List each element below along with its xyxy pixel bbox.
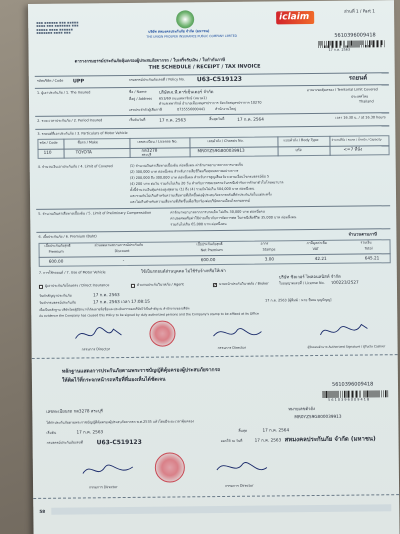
use-value: ใช้เป็นรถยนต์ส่วนบุคคล ไม่ใช้รับจ้างหรือให้เช่า: [140, 267, 226, 274]
license-label: ใบอนุญาตเลขที่ / License No.: [278, 280, 325, 286]
barcode: [318, 40, 384, 48]
tax-id: 0735556000441: [177, 107, 206, 112]
certificate-issued-label: ออกให้ ณ วันที่: [220, 438, 243, 444]
header-date: 17 ก.ค. 2563: [328, 47, 351, 52]
period-to: 17 ก.ค. 2564: [237, 116, 264, 122]
code-label: รหัสบริษัท / Code: [36, 78, 64, 83]
coverage-line-5: ทั้งนี้จำนวนเงินคุ้มครองสูงสุดตาม (1) ถึง (4) รวมกันไม่เกิน 504,000 บาท ต่อหนึ่งคน: [129, 186, 255, 192]
certificate-note-2: ให้ติดไว้ที่กระจกหน้ารถหรือที่ที่มองเห็นได้ชัดเจน: [61, 376, 166, 384]
insurance-policy-document: [28, 0, 400, 534]
broker-label: นายหน้าประกันวินาศภัย / Broker: [218, 281, 269, 287]
license-number: ว00223/2527: [330, 279, 359, 285]
bottom-band: [51, 504, 391, 515]
period-to-label: สิ้นสุดวันที่: [209, 116, 225, 122]
witness-en: As evidence the Company has caused this Policy to be signed by duly authorized persons and the Company's stamp to be affixed at its Office: [39, 311, 259, 318]
premium-value-4: 42.21: [314, 255, 327, 262]
policy-serial-number: 5610396009418: [334, 32, 376, 39]
certificate-to-label: สิ้นสุด: [238, 428, 248, 433]
coverage-line-1: (1) จำนวนเงินค่าเสียหายเบื้องต้น ต่อหนึ่งคน ค่ารักษาพยาบาลจากการบาดเจ็บ: [129, 162, 244, 168]
vehicle-header-license: เลขทะเบียน / License No.: [137, 139, 178, 144]
page-number: 58: [39, 508, 46, 514]
certificate-seal-stamp: [155, 452, 185, 482]
vehicle-code: 110: [43, 149, 52, 155]
certificate-policy-number: U63-C519123: [96, 438, 142, 447]
certificate-policy-label: กรมธรรม์ประกันภัยเลขที่: [46, 440, 83, 445]
certificate-chassis: MR0YZ59G800039913: [294, 413, 342, 420]
company-name-th: บริษัท สหมงคลประกันภัย จำกัด (มหาชน): [148, 29, 210, 34]
coverage-line-7: และไม่เกินสำหรับความเสียหายที่เกิดขึ้นเพื่อเรียกร้องต่อบริษัทตามเงื่อนไขกรมธรรม์: [130, 198, 250, 204]
company-name-en: THE UNION PROSPER INSURANCE PUBLIC COMPANY LIMITED: [146, 33, 238, 39]
tax-id-label: เลขประจำตัวผู้เสียภาษี: [129, 107, 163, 112]
direct-insurance-checkbox: [39, 285, 43, 289]
certificate-chassis-label: หมายเลขตัวถัง: [288, 406, 316, 412]
period-time: เวลา 16.30 น. / at 16.30 hours: [335, 115, 386, 120]
coverage-line-6: และรวมกันไม่เกินสำหรับความเสียหายที่เกิดขึ้นต่อผู้ประสบภัยจากรถคันที่ทำประกันภัยในแต่ละครั้ง: [129, 192, 272, 198]
vehicle-label: 3. รถยนต์ที่เอาประกันภัย / 3. Particulars of Motor Vehicle: [37, 130, 128, 136]
iclaim-logo: iclaim: [276, 11, 314, 24]
certificate-from: 17 ก.ค. 2563: [76, 429, 104, 435]
broker-name: บริษัท ซิลเวอร์ ไพลอนลนิสท์ จำกัด: [278, 273, 341, 280]
premium-value-2: 600.00: [200, 257, 216, 263]
certificate-director-label-1: กรรมการ Director: [89, 485, 118, 490]
territory-en: Thailand: [359, 99, 374, 104]
vehicle-header-code: รหัส / Code: [39, 140, 58, 145]
period-label: 2. ระยะเวลาประกันภัย / 2. Period Insured: [37, 118, 103, 123]
vehicle-body-type: เก๋ง: [295, 147, 302, 153]
certificate-issued: 17 ก.ค. 2563: [254, 437, 282, 443]
document-title-th: ตารางกรมธรรม์ประกันภัยคุ้มครองผู้ประสบภัยจากรถ / ใบเสร็จรับเงิน / ใบกำกับภาษี: [74, 56, 225, 64]
premium-value-3: 3.00: [264, 256, 275, 262]
contract-date: 17 ก.ค. 2563: [93, 292, 120, 298]
issue-date-label: วันทำกรมธรรม์ประกันภัย: [39, 300, 76, 305]
premium-value-0: 600.00: [48, 258, 64, 264]
vehicle-category: รถยนต์: [348, 74, 368, 82]
direct-insurance-label: ผู้เอาประกันภัยโดยตรง / Direct Insurance: [44, 283, 110, 288]
preliminary-line-1: ค่ารักษาพยาบาลจากการบาดเจ็บ ไม่เกิน 30,000 บาท ต่อหนึ่งคน: [170, 209, 265, 215]
certificate-act-line: ได้ทำประกันภัยตามพระราชบัญญัติคุ้มครองผู้ประสบภัยจากรถ พ.ศ.2535 แล้วโดยมีระยะเวลาคุ้มครอง: [46, 419, 195, 425]
address-line1: 653/69 ถนนเทพารักษ์ (หมวด1): [158, 96, 207, 101]
vehicle-chassis: MR0YZ59G800039913: [197, 147, 245, 154]
name-label: ชื่อ / Name: [128, 89, 147, 94]
vehicle-header-chassis: เลขตัวถัง / Chassis No.: [207, 138, 244, 144]
broker-checkbox: [213, 283, 217, 287]
vehicle-header-capacity: จำนวนที่นั่ง / ขนาด / น้ำหนัก / Capacity: [331, 137, 382, 142]
authorized-label: ผู้รับมอบอำนาจ Authorized Signature / ผู้รับเงิน Cashier: [307, 344, 386, 350]
vehicle-header-body: แบบตัวถัง / Body Type: [283, 137, 319, 143]
preliminary-line-3: รวมกันไม่เกิน 65,000 บาท ต่อหนึ่งคน: [170, 221, 227, 227]
vehicle-make: TOYOTA: [75, 149, 92, 155]
policy-number: U63-C519123: [196, 75, 243, 84]
certificate-from-label: เริ่มต้น: [46, 430, 57, 435]
certificate-note-1: หลักฐานแสดงการประกันภัยตามพระราชบัญญัติคุ้มครองผู้ประสบภัยจากรถ: [61, 367, 221, 375]
premium-label: 6. เบี้ยประกันภัย / 6. Premium (Baht): [38, 234, 97, 239]
coverage-label: 4. จำนวนเงินเอาประกันภัย / 4. Limit of Covered: [37, 164, 113, 169]
premium-header-2: เบี้ยประกันภัยสุทธิ: [196, 241, 223, 247]
coverage-line-2: (2) 300,000 บาท ต่อหนึ่งคน สำหรับการเสียชีวิตหรือทุพพลภาพอย่างถาวร: [129, 168, 239, 174]
certificate-license: เลขทะเบียนรถ กต3278 สระบุรี: [46, 408, 103, 414]
signature-director-2: [211, 324, 263, 345]
insured-label: 1. ผู้เอาประกันภัย / 1. The Insured: [36, 90, 91, 95]
premium-value-5: 645.21: [364, 255, 380, 261]
director-label-1: กรรมการ Director: [81, 347, 111, 352]
agent-label: ตัวแทนประกันวินาศภัย / Agent: [136, 282, 184, 287]
territory-label: อาณาเขตคุ้มครอง / Territorial Limit Covered: [306, 87, 378, 93]
company-code: UPP: [72, 78, 85, 85]
premium-header-en-1: Discount: [114, 248, 130, 254]
printed-info: 17 ก.ค. 2563 [ผู้พิมพ์ : นาย ชิษณ บุญปัญญ]: [265, 297, 332, 303]
certificate-serial: 5610396009418: [331, 381, 374, 388]
insured-name: บริษัทเจ.พี.คาร์เซ็นเตอร์ จำกัด: [158, 89, 214, 95]
premium-tax-label: จำนวนตามภาษี: [348, 231, 378, 237]
certificate-signature-2: [215, 458, 269, 481]
company-seal-stamp: [149, 320, 175, 346]
premium-header-en-4: VAT: [312, 246, 319, 252]
premium-header-5: รวมเงิน: [360, 240, 372, 245]
company-logo-icon: [176, 10, 194, 28]
preliminary-line-2: ค่าปลงศพหรือค่าใช้จ่ายเกี่ยวกับการจัดการศพ ในกรณีเสียชีวิต 35,000 บาท ต่อหนึ่งคน: [170, 215, 297, 221]
period-from-label: เริ่มต้นวันที่: [129, 117, 146, 122]
vehicle-license: กต3278: [141, 147, 158, 153]
part-label: ส่วนที่ 1 / Part 1: [344, 8, 375, 14]
vehicle-header-make: ชื่อรถ / Make: [77, 140, 98, 145]
agent-checkbox: [131, 284, 135, 288]
company-address-block: ▪▪▪ ▪▪▪▪▪▪ ▪▪▪ ▪▪▪▪▪ ▪▪▪▪ ▪▪▪ ▪▪▪▪▪▪▪ ▪▪▪ ▪▪▪▪▪ ▪▪▪▪ ▪▪▪▪▪▪ ▪▪▪▪▪▪▪ ▪▪▪▪ ▪▪▪: [36, 20, 79, 36]
coverage-line-3: (3) 200,000 ถึง 300,000 บาท ต่อหนึ่งคน สำหรับการสูญเสียอวัยวะตามเงื่อนไขกรมธรรม์ข้อ 5: [129, 174, 270, 180]
signature-authorized: [317, 318, 369, 341]
address-label: ที่อยู่ / Address: [128, 96, 153, 101]
coverage-line-4: (4) 200 บาท ต่อวัน รวมกันไม่เกิน 20 วัน สำหรับการชดเชยรายวันกรณีเข้ารับการรักษาตัวในโรงพยาบาล: [129, 180, 284, 186]
use-label: 7. การใช้รถยนต์ / 7. Use of Motor Vehicle: [38, 270, 106, 275]
perforation-line: [32, 354, 398, 359]
vehicle-license-province: สระบุรี: [141, 152, 152, 157]
preliminary-label: 5. จำนวนเงินค่าเสียหายเบื้องต้น / 5. Limit of Preliminary Compensation: [38, 210, 152, 216]
premium-header-4: ภาษีมูลค่าเพิ่ม: [306, 240, 328, 246]
certificate-serial-spaced: 5 6 1 0 3 9 6 0 0 9 4 1 8: [328, 397, 370, 402]
territory: ประเทศไทย: [350, 94, 369, 99]
period-from: 17 ก.ค. 2563: [159, 117, 186, 123]
certificate-signature-1: [81, 459, 135, 482]
premium-header-0: เบี้ยประกันภัยสุทธิ: [44, 243, 71, 248]
certificate-company: สหมงคลประกันภัย จำกัด (มหาชน): [284, 435, 376, 444]
certificate-to: 17 ก.ค. 2564: [262, 427, 290, 433]
premium-header-1: ส่วนลดตามสถานการณ์ประกันภัย: [94, 242, 144, 248]
premium-header-3: อากร: [260, 241, 269, 246]
signature-director-1: [73, 323, 123, 346]
certificate-director-label-2: กรรมการ Director: [225, 483, 254, 488]
policy-number-label: กรมธรรม์ประกันภัยเลขที่ / Policy No.: [128, 77, 185, 82]
premium-header-en-5: Total: [364, 246, 373, 251]
address-line2: ตำบลเทพารักษ์ อำเภอเมืองสมุทรปราการ จังหวัดสมุทรปราการ 10270: [159, 100, 262, 106]
premium-value-1: -: [122, 258, 125, 264]
premium-header-en-0: Premium: [48, 249, 64, 254]
issue-date: 17 ก.ค. 2563 เวลา 17:08:15: [93, 298, 150, 305]
witness-th: เพื่อเป็นหลักฐาน บริษัทโดยผู้มีอำนาจได้ลงลายมือชื่อและประทับตราของบริษัทไว้เป็นสำคัญ ณ สำนักงานของบริษัท: [39, 306, 190, 312]
premium-header-en-2: Net Premium: [200, 247, 223, 253]
branch: สำนักงานใหญ่: [215, 106, 237, 112]
director-label-2: กรรมการ Director: [217, 345, 247, 351]
premium-header-en-3: Stamps: [262, 247, 276, 252]
vehicle-capacity: <=7 ที่นั่ง: [343, 146, 363, 152]
document-title-en: THE SCHEDULE / RECEIPT / TAX INVOICE: [148, 63, 261, 71]
contract-date-label: วันทำสัญญาประกันภัย: [39, 293, 72, 298]
